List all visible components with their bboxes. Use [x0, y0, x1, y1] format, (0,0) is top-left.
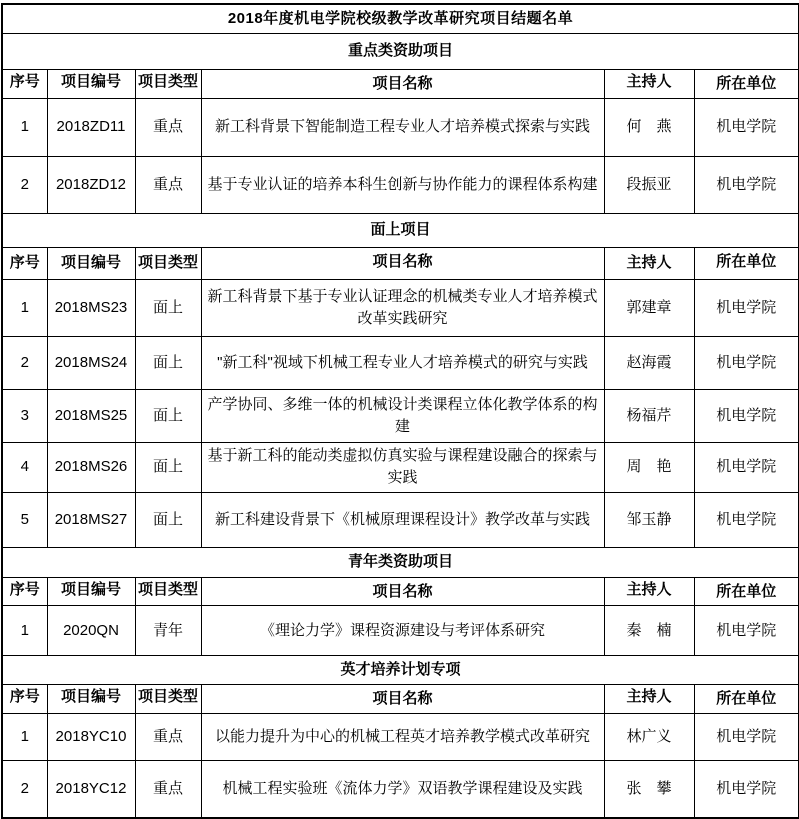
- cell-type: 重点: [135, 156, 201, 213]
- cell-leader: 郭建章: [604, 279, 694, 336]
- cell-type: 面上: [135, 492, 201, 547]
- cell-name: 新工科背景下智能制造工程专业人才培养模式探索与实践: [201, 98, 604, 156]
- column-header-code: 项目编号: [47, 247, 135, 279]
- cell-name: 机械工程实验班《流体力学》双语教学课程建设及实践: [201, 761, 604, 818]
- column-header-serial: 序号: [2, 247, 47, 279]
- table-row: [2, 389, 799, 442]
- column-header-serial: 序号: [2, 685, 47, 714]
- section-header-row: [2, 213, 799, 247]
- cell-unit: 机电学院: [694, 761, 799, 818]
- cell-serial: 1: [2, 606, 47, 656]
- cell-code: 2018ZD12: [47, 156, 135, 213]
- column-header-name: 项目名称: [201, 69, 604, 98]
- cell-type: 青年: [135, 606, 201, 656]
- column-header-code: 项目编号: [47, 685, 135, 714]
- cell-leader: 赵海霞: [604, 336, 694, 389]
- column-header-unit: 所在单位: [694, 69, 799, 98]
- cell-unit: 机电学院: [694, 492, 799, 547]
- column-header-unit: 所在单位: [694, 685, 799, 714]
- cell-type: 面上: [135, 389, 201, 442]
- column-header-name: 项目名称: [201, 685, 604, 714]
- cell-code: 2018ZD11: [47, 98, 135, 156]
- title-row: [2, 4, 799, 33]
- table-row: [2, 714, 799, 761]
- cell-code: 2018MS25: [47, 389, 135, 442]
- column-header-code: 项目编号: [47, 69, 135, 98]
- column-header-leader: 主持人: [604, 577, 694, 606]
- column-header-code: 项目编号: [47, 577, 135, 606]
- table-row: [2, 606, 799, 656]
- section-header-row: [2, 656, 799, 685]
- cell-name: 基于新工科的能动类虚拟仿真实验与课程建设融合的探索与实践: [201, 442, 604, 492]
- cell-code: 2018MS23: [47, 279, 135, 336]
- column-header-unit: 所在单位: [694, 577, 799, 606]
- cell-name: 以能力提升为中心的机械工程英才培养教学模式改革研究: [201, 714, 604, 761]
- cell-type: 面上: [135, 279, 201, 336]
- cell-leader: 周 艳: [604, 442, 694, 492]
- cell-serial: 1: [2, 714, 47, 761]
- section-header: 重点类资助项目: [2, 33, 799, 69]
- column-header-row: [2, 69, 799, 98]
- cell-code: 2018YC12: [47, 761, 135, 818]
- cell-leader: 段振亚: [604, 156, 694, 213]
- cell-leader: 杨福芹: [604, 389, 694, 442]
- table-row: [2, 336, 799, 389]
- table-row: [2, 279, 799, 336]
- cell-unit: 机电学院: [694, 442, 799, 492]
- column-header-name: 项目名称: [201, 247, 604, 279]
- column-header-unit: 所在单位: [694, 247, 799, 279]
- table-row: [2, 761, 799, 818]
- table-row: [2, 156, 799, 213]
- cell-name: 基于专业认证的培养本科生创新与协作能力的课程体系构建: [201, 156, 604, 213]
- cell-serial: 3: [2, 389, 47, 442]
- document-title: 2018年度机电学院校级教学改革研究项目结题名单: [2, 4, 799, 33]
- column-header-name: 项目名称: [201, 577, 604, 606]
- cell-type: 重点: [135, 714, 201, 761]
- column-header-serial: 序号: [2, 69, 47, 98]
- cell-unit: 机电学院: [694, 156, 799, 213]
- section-header-row: [2, 33, 799, 69]
- cell-leader: 张 攀: [604, 761, 694, 818]
- cell-type: 重点: [135, 98, 201, 156]
- cell-name: 《理论力学》课程资源建设与考评体系研究: [201, 606, 604, 656]
- column-header-leader: 主持人: [604, 247, 694, 279]
- cell-type: 面上: [135, 336, 201, 389]
- cell-name: "新工科"视域下机械工程专业人才培养模式的研究与实践: [201, 336, 604, 389]
- column-header-row: [2, 685, 799, 714]
- cell-unit: 机电学院: [694, 336, 799, 389]
- cell-leader: 林广义: [604, 714, 694, 761]
- column-header-leader: 主持人: [604, 69, 694, 98]
- cell-serial: 4: [2, 442, 47, 492]
- column-header-type: 项目类型: [135, 69, 201, 98]
- table-row: [2, 442, 799, 492]
- section-header: 面上项目: [2, 213, 799, 247]
- cell-type: 重点: [135, 761, 201, 818]
- cell-serial: 1: [2, 98, 47, 156]
- column-header-type: 项目类型: [135, 685, 201, 714]
- cell-name: 新工科背景下基于专业认证理念的机械类专业人才培养模式改革实践研究: [201, 279, 604, 336]
- section-header: 青年类资助项目: [2, 547, 799, 577]
- table-row: [2, 492, 799, 547]
- column-header-row: [2, 247, 799, 279]
- cell-leader: 邹玉静: [604, 492, 694, 547]
- section-header-row: [2, 547, 799, 577]
- cell-serial: 2: [2, 156, 47, 213]
- cell-unit: 机电学院: [694, 714, 799, 761]
- cell-code: 2018MS24: [47, 336, 135, 389]
- cell-code: 2018MS27: [47, 492, 135, 547]
- cell-code: 2018YC10: [47, 714, 135, 761]
- table-row: [2, 98, 799, 156]
- column-header-serial: 序号: [2, 577, 47, 606]
- cell-unit: 机电学院: [694, 98, 799, 156]
- cell-name: 产学协同、多维一体的机械设计类课程立体化教学体系的构建: [201, 389, 604, 442]
- column-header-type: 项目类型: [135, 247, 201, 279]
- cell-serial: 2: [2, 336, 47, 389]
- cell-leader: 何 燕: [604, 98, 694, 156]
- cell-leader: 秦 楠: [604, 606, 694, 656]
- projects-table: [1, 3, 799, 819]
- cell-unit: 机电学院: [694, 606, 799, 656]
- cell-serial: 2: [2, 761, 47, 818]
- column-header-leader: 主持人: [604, 685, 694, 714]
- cell-unit: 机电学院: [694, 389, 799, 442]
- column-header-type: 项目类型: [135, 577, 201, 606]
- cell-serial: 1: [2, 279, 47, 336]
- cell-unit: 机电学院: [694, 279, 799, 336]
- cell-name: 新工科建设背景下《机械原理课程设计》教学改革与实践: [201, 492, 604, 547]
- cell-serial: 5: [2, 492, 47, 547]
- cell-code: 2018MS26: [47, 442, 135, 492]
- column-header-row: [2, 577, 799, 606]
- cell-type: 面上: [135, 442, 201, 492]
- section-header: 英才培养计划专项: [2, 656, 799, 685]
- cell-code: 2020QN: [47, 606, 135, 656]
- projects-table-body: [2, 4, 799, 818]
